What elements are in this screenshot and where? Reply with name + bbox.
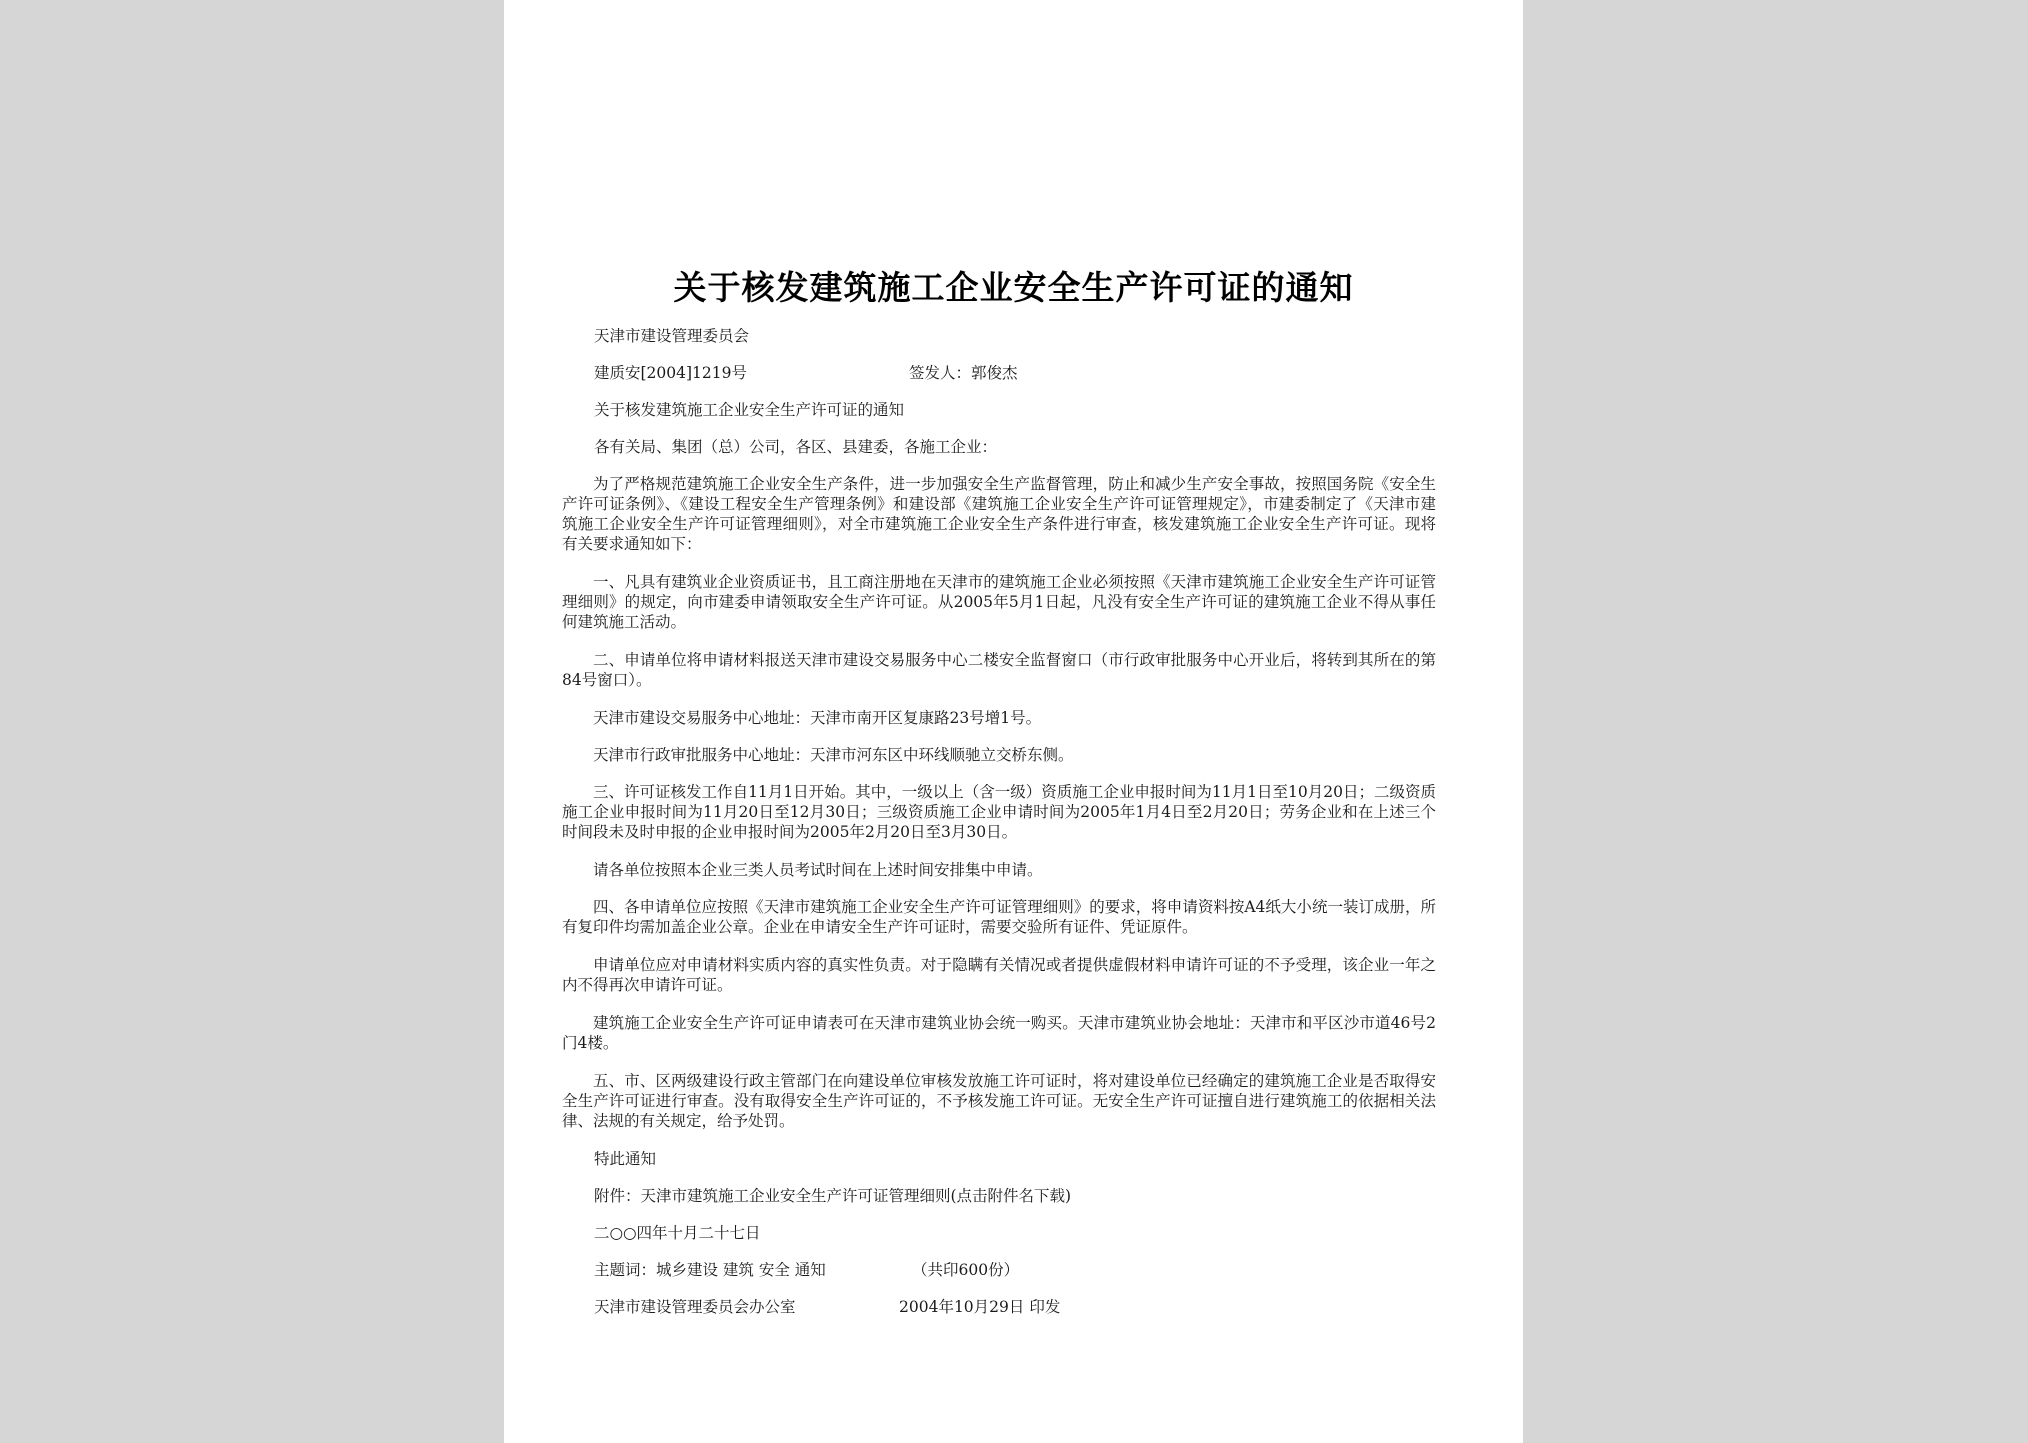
- paragraph-intro: 为了严格规范建筑施工企业安全生产条件，进一步加强安全生产监督管理，防止和减少生产安全事故，按照国务院《安全生产许可证条例》、《建设工程安全生产管理条例》和建设部《建筑施工企业安全生产许可证管理规定》，市建委制定了《天津市建筑施工企业安全生产许可证管理细则》，对全市建筑施工企业安全生产条件进行审查，核发建筑施工企业安全生产许可证。现将有关要求通知如下：: [562, 475, 1436, 553]
- closing: 特此通知: [594, 1150, 657, 1168]
- paragraph-item-2: 二、申请单位将申请材料报送天津市建设交易服务中心二楼安全监督窗口（市行政审批服务中心开业后，将转到其所在的第84号窗口）。: [562, 651, 1436, 689]
- copies-count: （共印600份）: [912, 1261, 1020, 1279]
- document-title: 关于核发建筑施工企业安全生产许可证的通知: [673, 268, 1354, 307]
- paragraph-item-3: 三、许可证核发工作自11月1日开始。其中，一级以上（含一级）资质施工企业申报时间为11月1日至10月20日；二级资质施工企业申报时间为11月20日至12月30日；三级资质施工企业申请时间为2005年1月4日至2月20日；劳务企业和在上述三个时间段未及时申报的企业申报时间为2005年2月20日至3月30日。: [562, 783, 1436, 841]
- keywords: 主题词：城乡建设 建筑 安全 通知: [594, 1261, 826, 1279]
- issued-date: 2004年10月29日 印发: [899, 1298, 1061, 1316]
- signer: 签发人：郭俊杰: [909, 364, 1018, 382]
- paragraph-address-2: 天津市行政审批服务中心地址：天津市河东区中环线顺驰立交桥东侧。: [593, 746, 1074, 764]
- issuer: 天津市建设管理委员会: [594, 327, 750, 345]
- issuing-office: 天津市建设管理委员会办公室: [594, 1298, 796, 1316]
- paragraph-application-form: 建筑施工企业安全生产许可证申请表可在天津市建筑业协会统一购买。天津市建筑业协会地址：天津市和平区沙市道46号2门4楼。: [562, 1014, 1436, 1052]
- paragraph-item-5: 五、市、区两级建设行政主管部门在向建设单位审核发放施工许可证时，将对建设单位已经确定的建筑施工企业是否取得安全生产许可证进行审查。没有取得安全生产许可证的，不予核发施工许可证。无安全生产许可证擅自进行建筑施工的依据相关法律、法规的有关规定，给予处罚。: [562, 1072, 1436, 1130]
- paragraph-address-1: 天津市建设交易服务中心地址：天津市南开区复康路23号增1号。: [593, 709, 1042, 727]
- salutation: 各有关局、集团（总）公司，各区、县建委，各施工企业：: [594, 438, 998, 456]
- attachment-link[interactable]: 附件：天津市建筑施工企业安全生产许可证管理细则(点击附件名下载): [594, 1187, 1072, 1205]
- paragraph-item-4: 四、各申请单位应按照《天津市建筑施工企业安全生产许可证管理细则》的要求，将申请资料按A4纸大小统一装订成册，所有复印件均需加盖企业公章。企业在申请安全生产许可证时，需要交验所有证件、凭证原件。: [562, 898, 1436, 936]
- paragraph-schedule-note: 请各单位按照本企业三类人员考试时间在上述时间安排集中申请。: [593, 861, 1043, 879]
- paragraph-item-1: 一、凡具有建筑业企业资质证书，且工商注册地在天津市的建筑施工企业必须按照《天津市建筑施工企业安全生产许可证管理细则》的规定，向市建委申请领取安全生产许可证。从2005年5月1日起，凡没有安全生产许可证的建筑施工企业不得从事任何建筑施工活动。: [562, 573, 1436, 631]
- doc-number: 建质安[2004]1219号: [594, 364, 747, 382]
- subject-line: 关于核发建筑施工企业安全生产许可证的通知: [594, 401, 905, 419]
- document-page: [504, 0, 1523, 1443]
- paragraph-authenticity: 申请单位应对申请材料实质内容的真实性负责。对于隐瞒有关情况或者提供虚假材料申请许可证的不予受理，该企业一年之内不得再次申请许可证。: [562, 956, 1436, 994]
- document-date: 二○○四年十月二十七日: [594, 1224, 761, 1242]
